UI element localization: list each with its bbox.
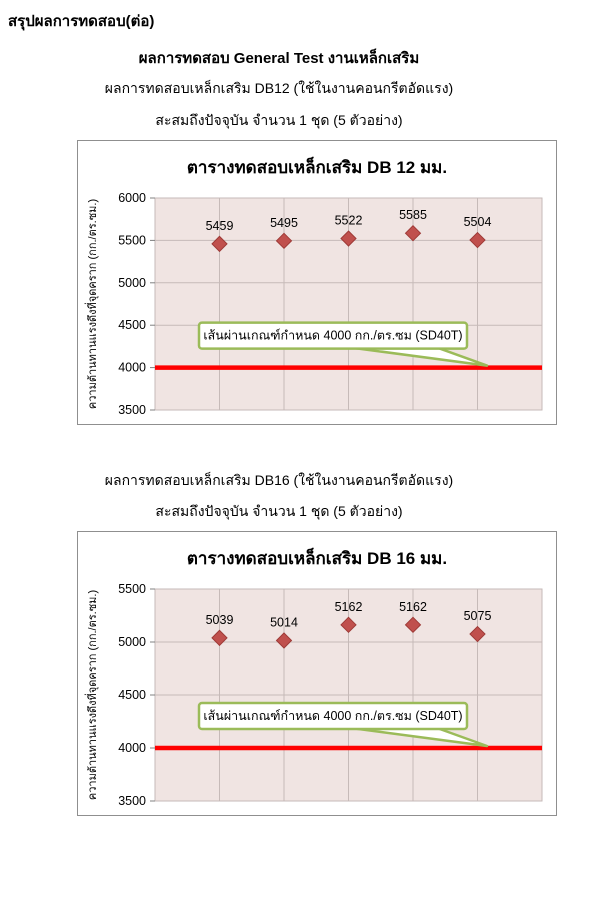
chart-svg-db12 (78, 141, 556, 424)
section2-subtitle: ผลการทดสอบเหล็กเสริม DB16 (ใช้ในงานคอนกรีตอัดแรง) (104, 472, 454, 488)
data-point-label: 5585 (399, 208, 427, 223)
callout-label: เส้นผ่านเกณฑ์กำหนด 4000 กก./ตร.ซม (SD40T) (203, 709, 463, 723)
data-point-label: 5162 (334, 599, 363, 614)
y-tick-label: 5000 (118, 275, 146, 290)
data-point-label: 5162 (399, 599, 427, 614)
section2-sample-note: สะสมถึงปัจจุบัน จำนวน 1 ชุด (5 ตัวอย่าง) (155, 503, 403, 519)
data-point-label: 5039 (205, 612, 234, 627)
chart-frame-db16 (77, 531, 557, 816)
doc-title: ผลการทดสอบ General Test งานเหล็กเสริม (138, 50, 420, 67)
y-axis-title: ความต้านทานแรงดึงที่จุดคราก (กก./ตร.ซม.) (87, 198, 99, 410)
chart-svg-db16 (78, 532, 556, 815)
chart-title: ตารางทดสอบเหล็กเสริม DB 16 มม. (186, 549, 448, 568)
data-point-label: 5504 (463, 215, 492, 230)
y-tick-label: 4500 (118, 688, 146, 702)
section1-sample-note: สะสมถึงปัจจุบัน จำนวน 1 ชุด (5 ตัวอย่าง) (155, 112, 403, 128)
y-tick-label: 5000 (118, 635, 146, 649)
y-tick-label: 3500 (118, 794, 146, 808)
data-point-label: 5522 (334, 213, 363, 228)
callout-label: เส้นผ่านเกณฑ์กำหนด 4000 กก./ตร.ซม (SD40T) (203, 328, 463, 343)
y-tick-label: 4000 (118, 741, 146, 755)
y-tick-label: 5500 (118, 233, 146, 248)
y-tick-label: 5500 (118, 582, 146, 596)
y-tick-label: 4500 (118, 318, 146, 333)
chart-title: ตารางทดสอบเหล็กเสริม DB 12 มม. (186, 158, 448, 177)
chart-frame-db12 (77, 140, 557, 425)
data-point-label: 5014 (270, 615, 298, 630)
y-axis-title: ความต้านทานแรงดึงที่จุดคราก (กก./ตร.ซม.) (87, 589, 99, 801)
y-tick-label: 6000 (118, 191, 146, 205)
data-point-label: 5495 (270, 215, 298, 230)
data-point-label: 5075 (463, 609, 492, 624)
data-point-label: 5459 (205, 218, 234, 233)
section1-subtitle: ผลการทดสอบเหล็กเสริม DB12 (ใช้ในงานคอนกรีตอัดแรง) (104, 80, 454, 96)
y-tick-label: 4000 (118, 360, 146, 375)
y-tick-label: 3500 (118, 403, 146, 417)
doc-header: สรุปผลการทดสอบ(ต่อ) (8, 13, 155, 30)
